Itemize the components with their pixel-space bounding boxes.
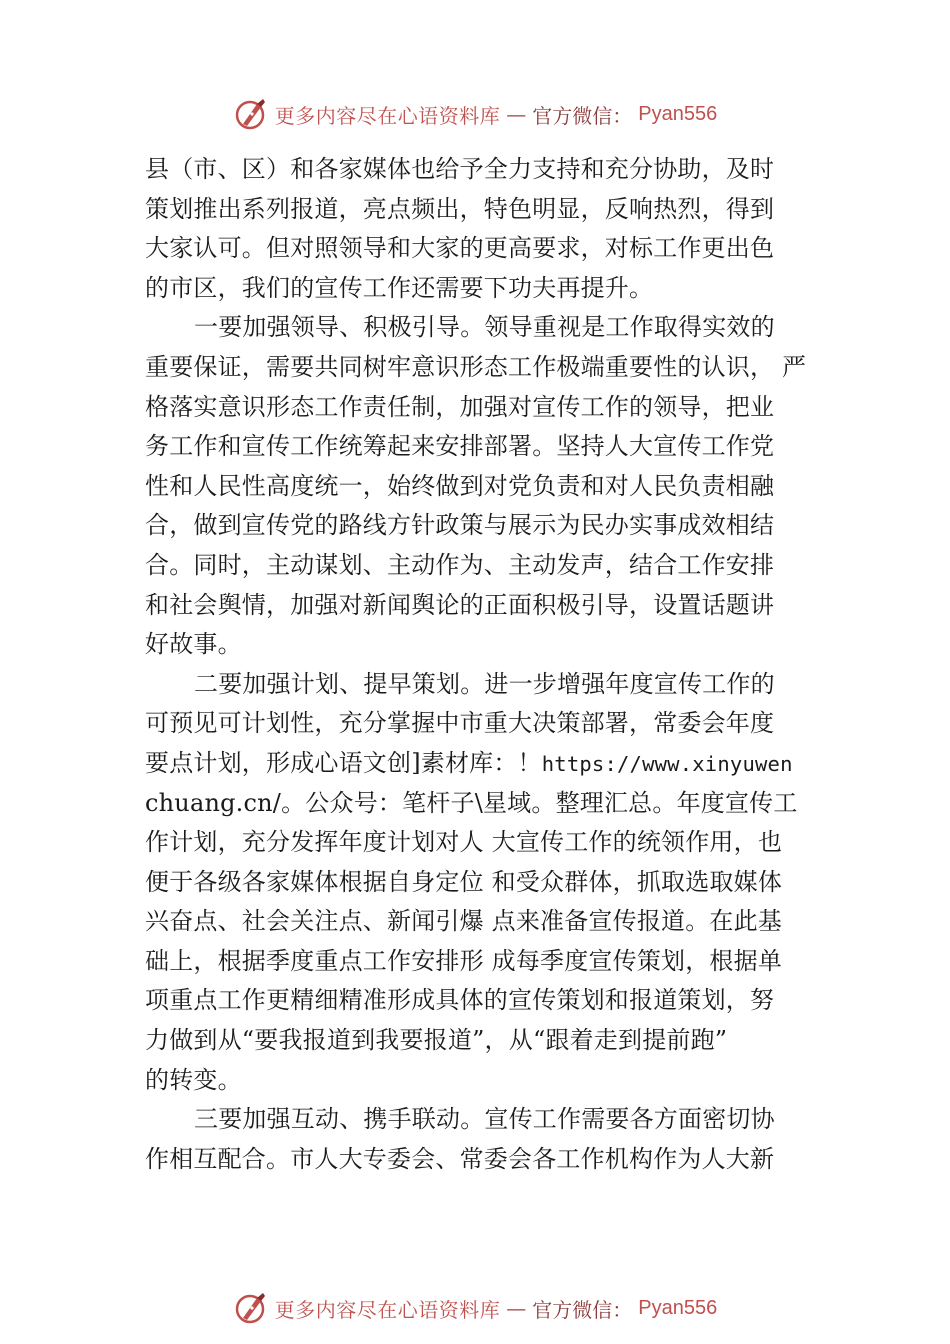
text-line-with-url	[145, 744, 825, 784]
document-body	[145, 150, 825, 1179]
text-line: 重要保证，需要共同树牢意识形态工作极端重要性的认识， 严	[145, 352, 807, 381]
text-line: 大家认可。但对照领导和大家的更高要求，对标工作更出色	[145, 234, 775, 263]
header-brand: 更多内容尽在心语资料库	[274, 103, 501, 128]
text-line: 县（市、区）和各家媒体也给予全力支持和充分协助，及时	[145, 155, 775, 183]
url-fragment: https://www.xinyuwen	[541, 751, 793, 776]
pen-nib-logo-icon	[233, 1290, 269, 1326]
text-line: 便于各级各家媒体根据自身定位 和受众群体，抓取选取媒体	[145, 867, 783, 896]
paragraph-first-line: 一要加强领导、积极引导。领导重视是工作取得实效的	[194, 313, 775, 342]
text-line: 项重点工作更精细精准形成具体的宣传策划和报道策划，努	[145, 986, 775, 1015]
text-line: 格落实意识形态工作责任制，加强对宣传工作的领导，把业	[145, 392, 775, 421]
paragraph-first-line: 二要加强计划、提早策划。进一步增强年度宣传工作的	[194, 669, 775, 698]
text-line: 务工作和宣传工作统筹起来安排部署。坚持人大宣传工作党	[145, 432, 775, 461]
text-line: 合，做到宣传党的路线方针政策与展示为民办实事成效相结	[145, 511, 775, 540]
pen-nib-logo-icon	[233, 96, 269, 132]
text-line: 作计划，充分发挥年度计划对人 大宣传工作的统领作用，也	[145, 828, 783, 857]
text-line: 和社会舆情，加强对新闻舆论的正面积极引导，设置话题讲	[145, 590, 775, 619]
text-line: 可预见可计划性，充分掌握中市重大决策部署，常委会年度	[145, 709, 775, 738]
text-line: 的转变。	[145, 1065, 242, 1094]
header-dash: —	[506, 102, 527, 126]
text-line: 兴奋点、社会关注点、新闻引爆 点来准备宣传报道。在此基	[145, 907, 783, 936]
footer-account: Pyan556	[638, 1296, 718, 1319]
header-wechat-label: 官方微信：	[532, 103, 633, 128]
text-line: 作相互配合。市人大专委会、常委会各工作机构作为人大新	[145, 1144, 775, 1173]
text-line: 性和人民性高度统一，始终做到对党负责和对人民负责相融	[145, 471, 775, 500]
header-account: Pyan556	[638, 102, 718, 125]
header-banner	[0, 94, 950, 134]
footer-brand: 更多内容尽在心语资料库	[274, 1297, 501, 1322]
footer-dash: —	[506, 1296, 527, 1320]
text-line: 好故事。	[145, 630, 242, 659]
text-line: 力做到从“要我报道到我要报道”，从“跟着走到提前跑”	[145, 1026, 728, 1055]
footer-wechat-label: 官方微信：	[532, 1297, 633, 1322]
text-line: 策划推出系列报道，亮点频出，特色明显，反响热烈，得到	[145, 194, 775, 223]
text-segment: 要点计划，形成心语文创]素材库：！	[145, 748, 542, 777]
footer-banner	[0, 1288, 950, 1328]
paragraph-first-line: 三要加强互动、携手联动。宣传工作需要各方面密切协	[194, 1105, 775, 1134]
text-line: 的市区，我们的宣传工作还需要下功夫再提升。	[145, 273, 654, 302]
text-line: chuang.cn/。公众号：笔杆子\星域。整理汇总。年度宣传工	[145, 788, 798, 817]
text-line: 础上，根据季度重点工作安排形 成每季度宣传策划，根据单	[145, 946, 783, 975]
text-line: 合。同时，主动谋划、主动作为、主动发声，结合工作安排	[145, 550, 775, 579]
